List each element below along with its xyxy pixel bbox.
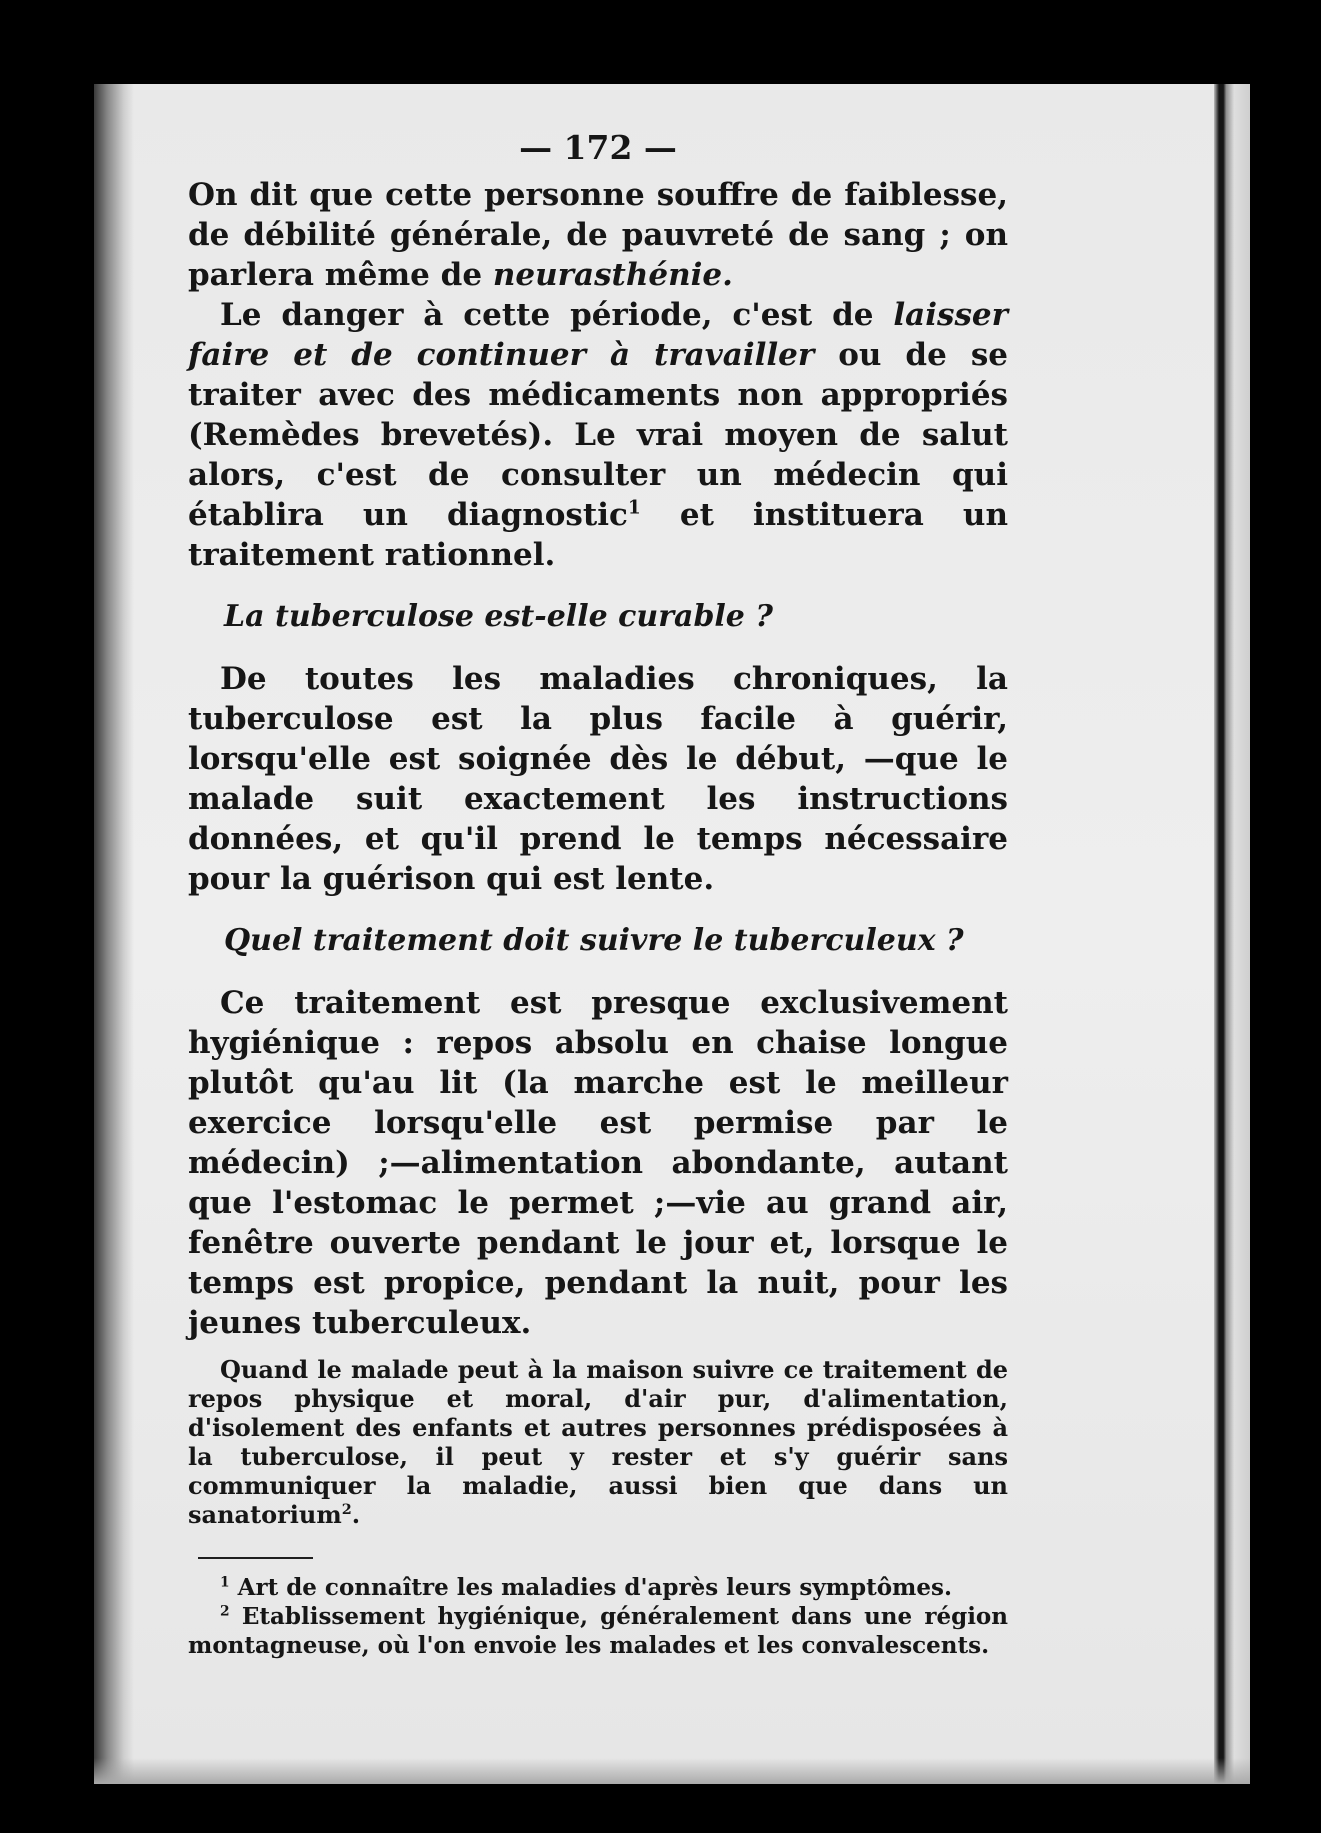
paragraph-text: Quand le malade peut à la maison suivre ce traitement de repos physique et moral, d'air pur, d'alimentation, d'isolement des enfants et autres personnes prédisposées à la tuberculose, il peut y rester et s'y guérir sans communiquer la maladie, aussi bien que dans un sanatorium (188, 1355, 1008, 1529)
paragraph: De toutes les maladies chroniques, la tuberculose est la plus facile à guérir, lorsqu'elle est soignée dès le début, —que le malade suit exactement les instructions données, et qu'il prend le temps nécessaire pour la guérison qui est lente. (188, 661, 1008, 897)
footnote-text: Art de connaître les maladies d'après leurs symptômes. (229, 1574, 952, 1601)
page-number: — 172 — (519, 128, 677, 167)
footnote-reference: 2 (341, 1501, 352, 1518)
footnote (188, 1573, 1008, 1602)
small-print-paragraph (188, 1355, 1008, 1529)
paragraph: Ce traitement est presque exclusivement hygiénique : repos absolu en chaise longue plutôt qu'au lit (la marche est le meilleur exercice lorsqu'elle est permise par le médecin) ;—alimentation abondante, autant que l'estomac le permet ;—vie au grand air, fenêtre ouverte pendant le jour et, lorsque le temps est propice, pendant la nuit, pour les jeunes tuberculeux. (188, 985, 1008, 1341)
section-question: La tuberculose est-elle curable ? (224, 599, 773, 634)
page-gutter-edge (1214, 84, 1250, 1784)
footnote-text: Etablissement hygiénique, généralement dans une région montagneuse, où l'on envoie les malades et les convalescents. (188, 1603, 1008, 1659)
footnote (188, 1602, 1008, 1660)
book-binding-shadow (94, 84, 134, 1784)
page-bottom-shadow (94, 1758, 1250, 1784)
paragraph (188, 175, 1008, 295)
paragraph-text: On dit que cette personne souffre de faiblesse, de débilité générale, de pauvreté de sang ; on parlera même de (188, 177, 1008, 293)
paragraph (188, 295, 1008, 575)
section-question: Quel traitement doit suivre le tuberculeux ? (224, 923, 964, 958)
italic-phrase: laisser faire et de continuer à travailler (188, 297, 1008, 373)
page-text (188, 128, 1008, 1660)
footnote-marker: 2 (220, 1603, 230, 1620)
paragraph-text: ou de se traiter avec des médicaments non appropriés (Remèdes brevetés). Le vrai moyen de salut alors, c'est de consulter un médecin qui établira un diagnostic (188, 337, 1008, 533)
paragraph-text: . (351, 1500, 361, 1529)
footnote-separator (198, 1557, 313, 1559)
paragraph-text: Le danger à cette période, c'est de (220, 297, 894, 333)
paragraph-text: et instituera un traitement rationnel. (188, 497, 1008, 573)
footnote-reference: 1 (627, 497, 641, 519)
footnote-marker: 1 (220, 1574, 230, 1591)
italic-term: neurasthénie. (492, 257, 733, 293)
